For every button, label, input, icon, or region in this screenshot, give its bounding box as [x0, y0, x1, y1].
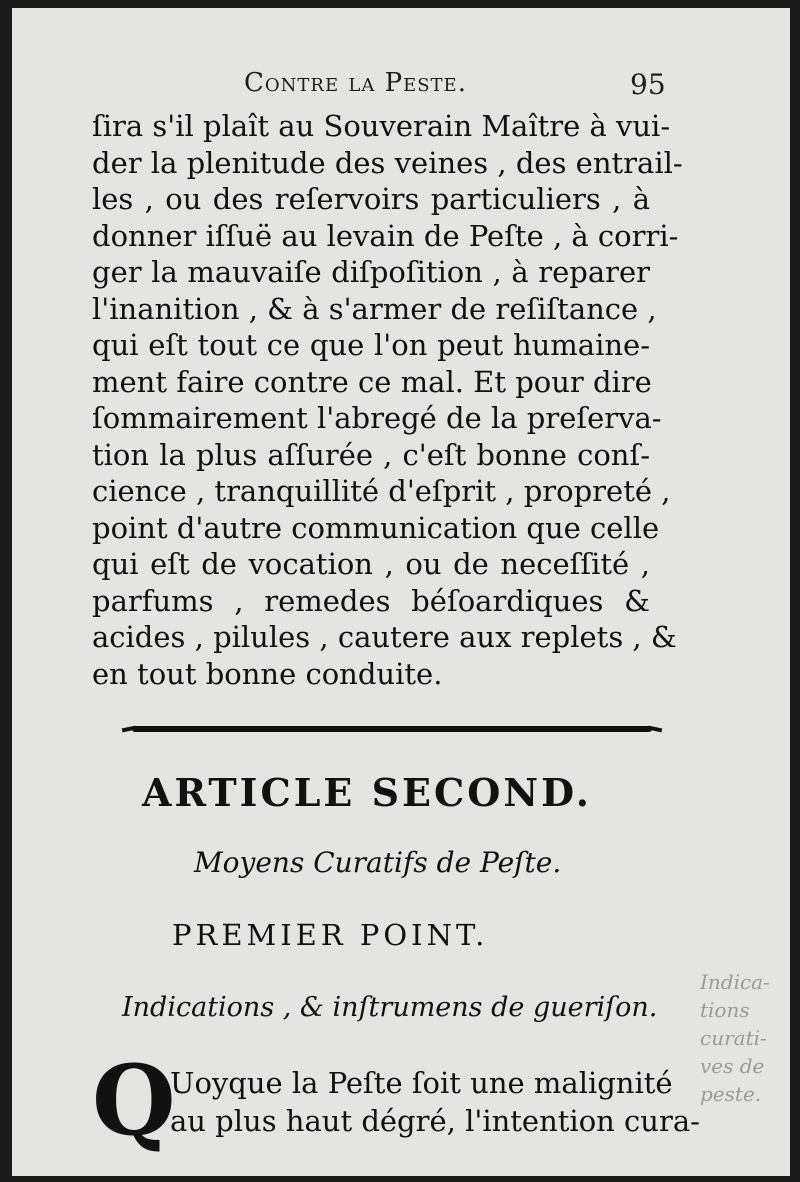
page-header — [12, 66, 790, 106]
point-heading: PREMIER POINT. — [172, 918, 489, 952]
body-paragraph — [92, 108, 683, 692]
text-line: Uoyque la Peſte ſoit une malignité — [170, 1066, 673, 1100]
text-line: qui eſt de vocation , ou de neceſſité , — [92, 547, 650, 581]
text-line: ment faire contre ce mal. Et pour dire — [92, 364, 652, 399]
text-line: der la plenitude des veines , des entrail- — [92, 145, 683, 180]
text-line: parfums , remedes béſoardiques & — [92, 583, 650, 618]
margin-note-line: curati- — [700, 1026, 767, 1050]
text-line: donner iſſuë au levain de Peſte , à corri- — [92, 218, 679, 253]
drop-cap: Q — [92, 1044, 176, 1157]
running-title: Contre la Peste. — [244, 68, 467, 98]
margin-note-line: ves de — [700, 1054, 765, 1078]
section-heading: Indications , & inſtrumens de gueriſon. — [122, 992, 658, 1023]
margin-note-line: peste. — [700, 1082, 762, 1106]
text-line: les , ou des reſervoirs particuliers , à — [92, 182, 650, 216]
book-page — [12, 8, 790, 1176]
text-line: point d'autre communication que celle — [92, 510, 660, 545]
article-heading: ARTICLE SECOND. — [142, 770, 592, 815]
margin-note — [700, 968, 780, 1108]
text-line: ſommairement l'abregé de la preſerva- — [92, 401, 662, 435]
text-line: ſira s'il plaît au Souverain Maître à vui- — [92, 109, 671, 143]
text-line: tion la plus aſſurée , c'eſt bonne conſ- — [92, 437, 650, 472]
text-line: qui eſt tout ce que l'on peut humaine- — [92, 328, 650, 362]
text-line: ger la mauvaiſe diſpoſition , à reparer — [92, 255, 650, 289]
text-line: en tout bonne conduite. — [92, 656, 443, 691]
text-line: au plus haut dégré, l'intention cura- — [170, 1104, 700, 1138]
opening-paragraph — [170, 1064, 700, 1140]
page-number: 95 — [630, 68, 666, 101]
text-line: l'inanition , & à s'armer de reſiſtance , — [92, 291, 657, 326]
margin-note-line: Indica- — [700, 970, 770, 994]
article-subtitle: Moyens Curatifs de Peſte. — [194, 846, 562, 879]
text-line: cience , tranquillité d'eſprit , propreté , — [92, 474, 671, 508]
margin-note-line: tions — [700, 998, 750, 1022]
text-line: acides , pilules , cautere aux replets , & — [92, 620, 677, 654]
ornamental-rule — [132, 726, 652, 732]
